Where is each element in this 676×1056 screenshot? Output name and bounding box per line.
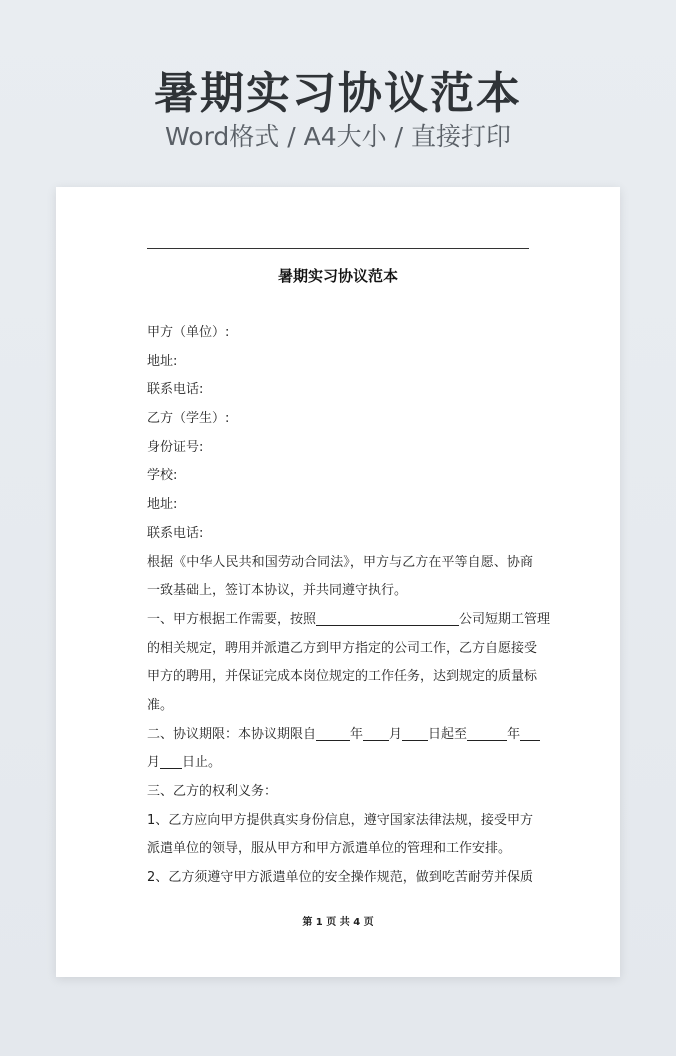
clause-2-day-from: 日起至 [428,726,468,742]
clause-1-suffix: 公司短期工管理 [459,611,551,627]
clause-1-line: 准。 [147,697,174,713]
clause-3-heading: 三、乙方的权利义务： [147,784,278,799]
page-number: 第 1 页 共 4 页 [302,917,374,928]
end-day-blank [160,754,182,769]
document-page [56,187,620,977]
clause-3-line: 1、乙方应向甲方提供真实身份信息，遵守国家法律法规，接受甲方 [147,812,533,828]
clause-2-prefix: 二、协议期限：本协议期限自 [147,726,317,742]
clause-2-month: 月 [147,755,161,771]
clause-1-prefix: 一、甲方根据工作需要，按照 [147,611,317,627]
clause-1-line: 甲方的聘用，并保证完成本岗位规定的工作任务，达到规定的质量标 [147,669,538,685]
document-title: 暑期实习协议范本 [277,267,398,285]
field-party-a: 甲方（单位）: [147,325,230,340]
field-party-b: 乙方（学生）: [147,411,230,427]
intro-line: 根据《中华人民共和国劳动合同法》，甲方与乙方在平等自愿、协商 [147,554,533,570]
clause-2-year: 年 [350,726,364,742]
field-school: 学校: [147,468,178,484]
start-month-blank [363,726,389,741]
document-body [147,319,551,893]
clause-1-first-line [147,606,551,635]
field-phone-b: 联系电话: [147,525,204,541]
clause-2-year: 年 [507,726,521,742]
start-year-blank [316,726,350,741]
start-day-blank [402,726,428,741]
clause-2-month: 月 [389,726,403,742]
clause-3-line: 2、乙方须遵守甲方派遣单位的安全操作规范，做到吃苦耐劳并保质 [147,870,533,886]
clause-2-end: 日止。 [182,755,222,771]
header-rule [147,248,529,249]
end-year-blank [467,726,507,741]
intro-line: 一致基础上，签订本协议，并共同遵守执行。 [147,583,408,599]
banner-subtitle: Word格式 / A4大小 / 直接打印 [165,122,511,151]
clause-2-first-line [147,721,533,750]
field-address-b: 地址: [147,497,178,513]
field-address-a: 地址: [147,353,178,369]
end-month-blank [520,726,540,741]
clause-3-line: 派遣单位的领导，服从甲方和甲方派遣单位的管理和工作安排。 [147,841,512,857]
field-phone-a: 联系电话: [147,382,204,398]
banner-title: 暑期实习协议范本 [154,68,522,119]
field-id-number: 身份证号: [147,439,204,455]
company-blank [316,611,459,626]
clause-2-second-line [147,749,533,778]
clause-1-line: 的相关规定，聘用并派遣乙方到甲方指定的公司工作，乙方自愿接受 [147,640,538,656]
